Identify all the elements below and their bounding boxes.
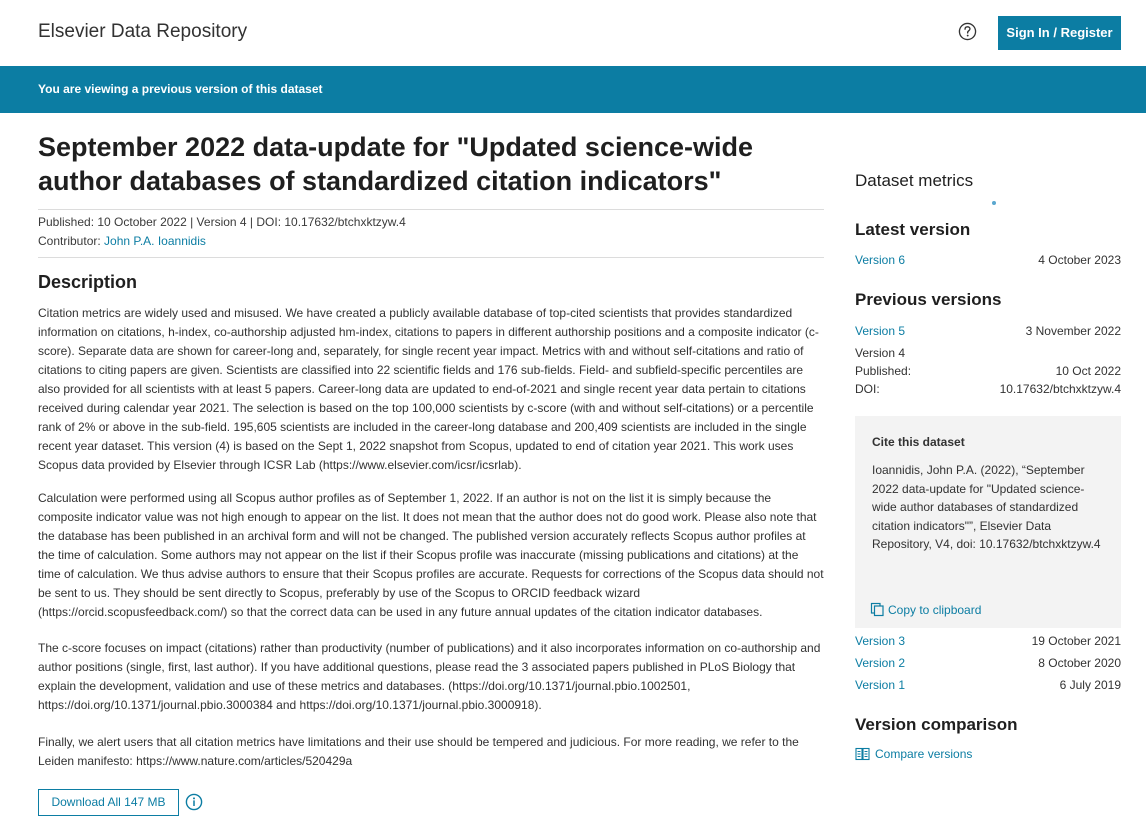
current-version-label: [855, 346, 1121, 364]
copy-to-clipboard-button[interactable]: [870, 602, 981, 617]
version-date: 4 October 2023: [1038, 253, 1121, 267]
previous-versions-heading: Previous versions: [855, 290, 1002, 309]
download-all-button[interactable]: Download All 147 MB: [38, 789, 179, 816]
description-paragraph-4: Finally, we alert users that all citation metrics have limitations and their use should be tempered and judicious. For more reading, we refer to the Leiden manifesto: https://www.nature.com/articles/520429a: [38, 735, 799, 768]
cite-title: Cite this dataset: [872, 435, 965, 449]
latest-version-heading: Latest version: [855, 220, 971, 239]
info-circle-icon[interactable]: [185, 793, 203, 811]
version-row: [855, 656, 1121, 674]
compare-label: Compare versions: [875, 747, 973, 761]
cite-dataset-box: [855, 416, 1121, 628]
published-info: Published: 10 October 2022 | Version 4 | DOI: 10.17632/btchxktzyw.4: [38, 215, 406, 229]
version-2-link[interactable]: Version 2: [855, 656, 906, 670]
contributor-line: [38, 234, 206, 248]
help-circle-icon[interactable]: [958, 22, 977, 41]
version-row: [855, 324, 1121, 342]
current-version-doi: [855, 382, 1121, 400]
version-6-link[interactable]: Version 6: [855, 253, 906, 267]
version-comparison-heading: Version comparison: [855, 715, 1018, 734]
doi-value: 10.17632/btchxktzyw.4: [999, 382, 1121, 396]
header: [0, 0, 1146, 66]
dataset-metrics-heading: Dataset metrics: [855, 171, 974, 190]
version-row: [855, 253, 1121, 271]
banner-text: You are viewing a previous version of this dataset: [38, 82, 323, 96]
version-date: 19 October 2021: [1031, 634, 1121, 648]
copy-icon: [870, 602, 885, 617]
doi-label: DOI:: [855, 382, 880, 396]
compare-icon: [855, 747, 870, 761]
version-5-link[interactable]: Version 5: [855, 324, 906, 338]
sign-in-register-button[interactable]: Sign In / Register: [998, 16, 1121, 50]
description-heading: Description: [38, 272, 138, 292]
site-title[interactable]: Elsevier Data Repository: [38, 21, 248, 42]
description-paragraph-1: Citation metrics are widely used and misused. We have created a publicly available database of top-cited scientists that provides standardized information on citations, h-index, co-authorship adjusted hm-index, citations to papers in different authorship positions and a composite indicator (c-score). Separate data are shown for career-long and, separately, for single recent year impact. Metrics with and without self-citations and ratio of citations to citing papers are given. Scientists are classified into 22 scientific fields and 176 sub-fields. Field- and subfield-specific percentiles are also provided for all scientists with at least 5 papers. Career-long data are updated to end-of-2021 and single recent year data pertain to citations received during calendar year 2021. The selection is based on the top 100,000 scientists by c-score (with and without self-citations) or a percentile rank of 2% or above in the sub-field. 195,605 scientists are included in the career-long database and 200,409 scientists are included in the single recent year dataset. This version (4) is based on the Sept 1, 2022 snapshot from Scopus, updated to end of citation year 2021. This work uses Scopus data provided by Elsevier through ICSR Lab (https://www.elsevier.com/icsr/icsrlab).: [38, 306, 819, 472]
version-date: 6 July 2019: [1059, 678, 1121, 692]
compare-versions-link[interactable]: [855, 747, 972, 761]
contributor-label: Contributor:: [38, 234, 105, 248]
citation-text: Ioannidis, John P.A. (2022), “September 2022 data-update for "Updated science-wide author databases of standardized citation indicators"”, Elsevier Data Repository, V4, doi: 10.17632/btchxktzyw.4: [872, 463, 1101, 551]
contributor-link[interactable]: John P.A. Ioannidis: [104, 234, 206, 248]
current-version-published: [855, 364, 1121, 382]
published-label: Published:: [855, 364, 912, 378]
version-row: [855, 678, 1121, 696]
divider: [38, 209, 824, 210]
version-date: 3 November 2022: [1025, 324, 1121, 338]
version-row: [855, 634, 1121, 652]
published-date: 10 Oct 2022: [1055, 364, 1121, 378]
copy-label: Copy to clipboard: [888, 603, 982, 617]
version-4-label: Version 4: [855, 346, 906, 360]
divider: [38, 257, 824, 258]
version-1-link[interactable]: Version 1: [855, 678, 906, 692]
loading-indicator: [992, 201, 996, 205]
version-date: 8 October 2020: [1038, 656, 1121, 670]
previous-version-banner: [0, 66, 1146, 113]
version-3-link[interactable]: Version 3: [855, 634, 906, 648]
description-paragraph-2: Calculation were performed using all Scopus author profiles as of September 1, 2022. If an author is not on the list it is simply because the composite indicator value was not high enough to appear on the list. It does not mean that the author does not do good work. Please also note that the database has been published in an archival form and will not be changed. The published version accurately reflects Scopus author profiles at the time of calculation. Some authors may not appear on the list if their Scopus profile was inaccurate (missing publications and citations) at the time of calculation. We thus advise authors to ensure that their Scopus profiles are accurate. Requests for corrections of the Scopus data should not be sent to us. They should be sent directly to Scopus, preferably by use of the Scopus to ORCID feedback wizard (https://orcid.scopusfeedback.com/) so that the correct data can be used in any future annual updates of the citation indicator databases.: [38, 491, 824, 619]
description-paragraph-3: The c-score focuses on impact (citations) rather than productivity (number of publications) and it also incorporates information on co-authorship and author positions (single, first, last author). If you have additional questions, please read the 3 associated papers published in PLoS Biology that explain the development, validation and use of these metrics and databases. (https://doi.org/10.1371/journal.pbio.1002501, https://doi.org/10.1371/journal.pbio.3000384 and https://doi.org/10.1371/journal.pbio.3000918).: [38, 641, 821, 712]
dataset-title: September 2022 data-update for "Updated science-wide author databases of standardized citation indicators": [38, 132, 753, 196]
